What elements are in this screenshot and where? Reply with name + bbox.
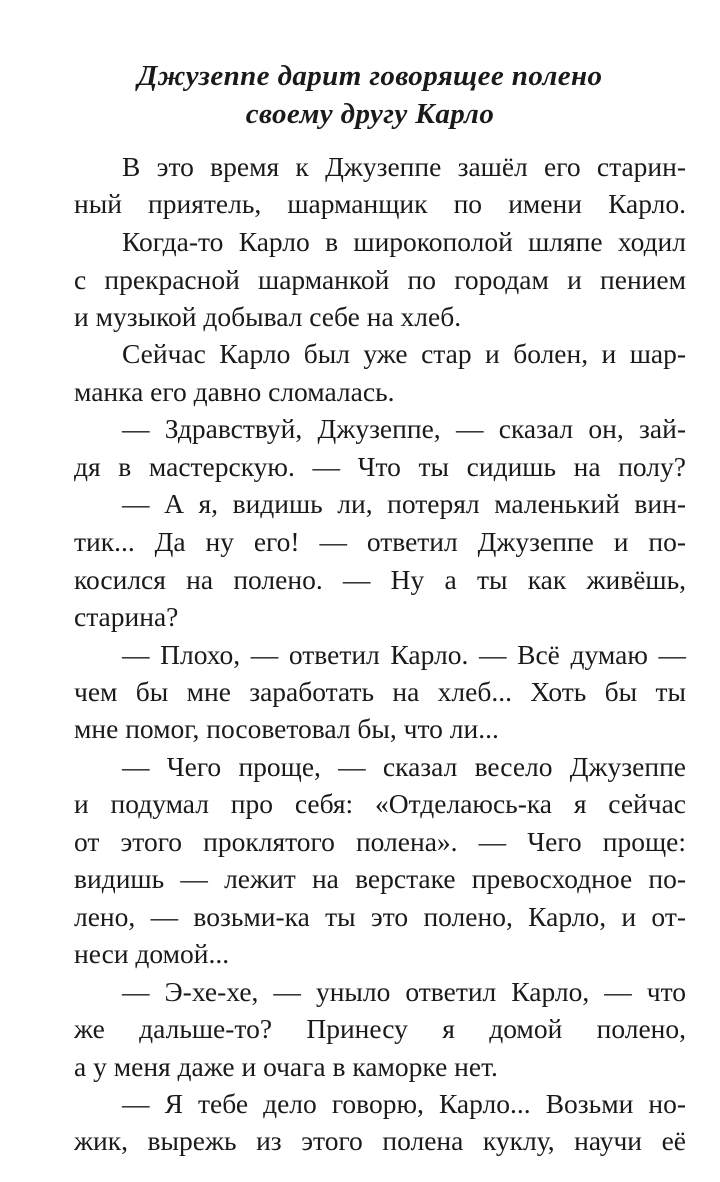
text-line: и подумал про себя: «Отделаюсь-ка я сейчас — [74, 788, 686, 819]
text-line: тик... Да ну его! — ответил Джузеппе и по- — [74, 526, 686, 557]
text-line: — А я, видишь ли, потерял маленький вин- — [122, 488, 686, 519]
text-line: и музыкой добывал себе на хлеб. — [74, 301, 462, 332]
text-line: лено, — возьми-ка ты это полено, Карло, и от- — [74, 901, 686, 932]
text-line: — Здравствуй, Джузеппе, — сказал он, зай- — [122, 413, 686, 444]
text-line: В это время к Джузеппе зашёл его старин- — [122, 151, 686, 182]
text-line: с прекрасной шарманкой по городам и пением — [74, 264, 686, 295]
text-line: ный приятель, шарманщик по имени Карло. — [74, 188, 686, 219]
text-line: мне помог, посоветовал бы, что ли... — [74, 713, 499, 744]
text-line: неси домой... — [74, 938, 230, 969]
text-line: манка его давно сломалась. — [74, 376, 395, 407]
text-line: видишь — лежит на верстаке превосходное по- — [74, 863, 686, 894]
text-line: же дальше-то? Принесу я домой полено, — [74, 1013, 686, 1044]
text-line: — Э-хе-хе, — уныло ответил Карло, — что — [122, 976, 686, 1007]
text-line: косился на полено. — Ну а ты как живёшь, — [74, 564, 686, 595]
text-line: дя в мастерскую. — Что ты сидишь на полу? — [74, 451, 686, 482]
text-line: жик, вырежь из этого полена куклу, научи её — [74, 1125, 686, 1156]
text-line: — Я тебе дело говорю, Карло... Возьми но- — [122, 1088, 686, 1119]
chapter-title-line-1: Джузеппе дарит говорящее полено — [137, 60, 603, 92]
text-line: а у меня даже и очага в каморке нет. — [74, 1051, 498, 1082]
text-line: от этого проклятого полена». — Чего проще: — [74, 826, 686, 857]
text-line: — Плохо, — ответил Карло. — Всё думаю — — [122, 639, 686, 670]
chapter-title-line-2: своему другу Карло — [245, 98, 495, 130]
text-line: Когда-то Карло в широкополой шляпе ходил — [122, 226, 686, 257]
text-line: чем бы мне заработать на хлеб... Хоть бы ты — [74, 676, 686, 707]
text-line: — Чего проще, — сказал весело Джузеппе — [122, 751, 686, 782]
text-line: Сейчас Карло был уже стар и болен, и шар- — [122, 338, 686, 369]
text-line: старина? — [74, 601, 179, 632]
